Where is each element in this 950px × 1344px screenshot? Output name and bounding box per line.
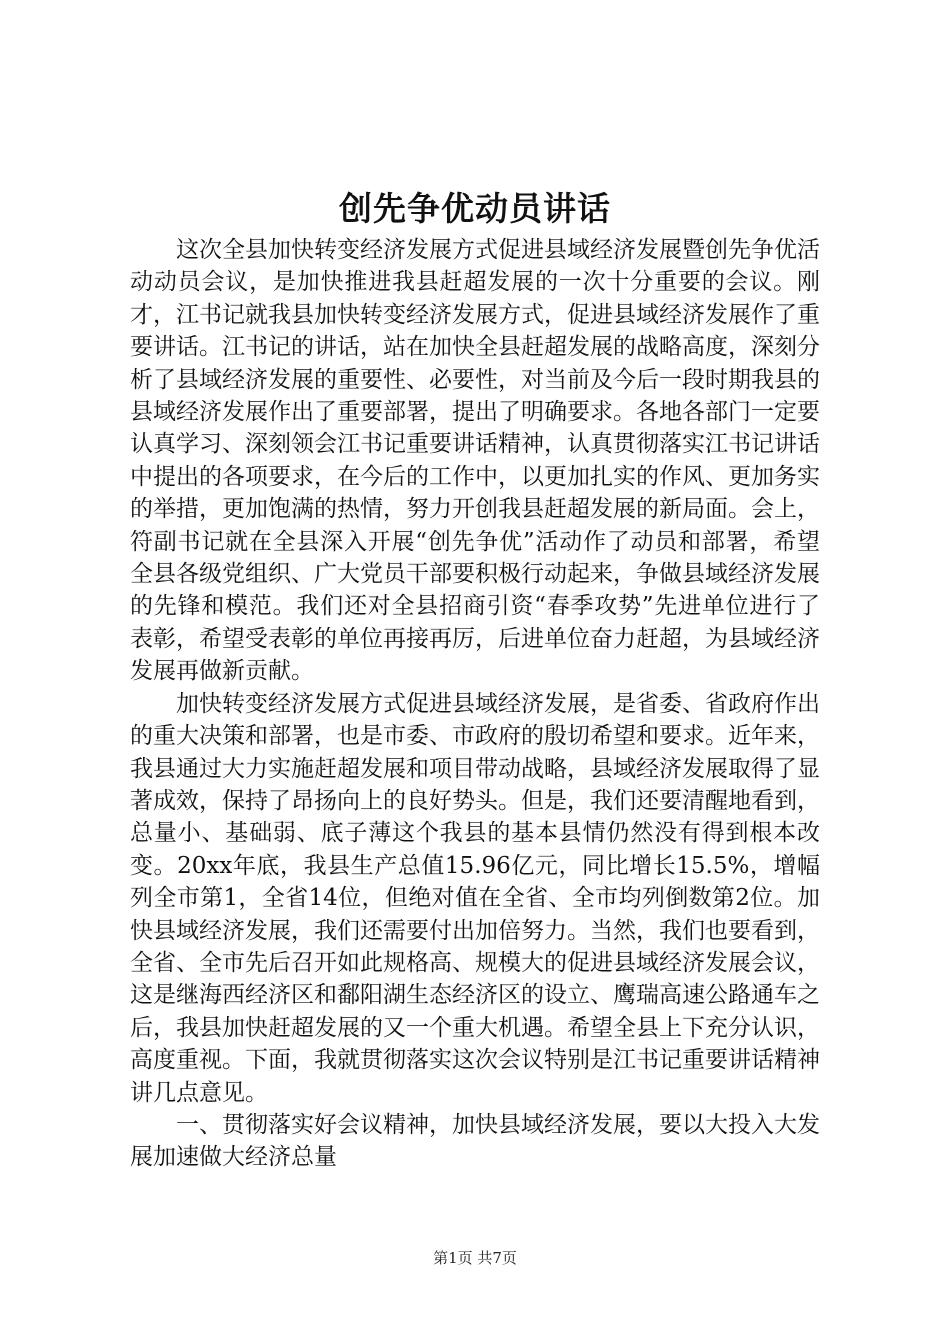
paragraph-2: 加快转变经济发展方式促进县域经济发展，是省委、省政府作出的重大决策和部署，也是市委、市政府的殷切希望和要求。近年来，我县通过大力实施赶超发展和项目带动战略，县域经济发展取得了显著成效，保持了昂扬向上的良好势头。但是，我们还要清醒地看到，总量小、基础弱、底子薄这个我县的基本县情仍然没有得到根本改变。20xx年底，我县生产总值15.96亿元，同比增长15.5%，增幅列全市第1，全省14位，但绝对值在全省、全市均列倒数第2位。加快县域经济发展，我们还需要付出加倍努力。当然，我们也要看到，全省、全市先后召开如此规格高、规模大的促进县域经济发展会议，这是继海西经济区和鄱阳湖生态经济区的设立、鹰瑞高速公路通车之后，我县加快赶超发展的又一个重大机遇。希望全县上下充分认识，高度重视。下面，我就贯彻落实这次会议特别是江书记重要讲话精神讲几点意见。 [130, 690, 820, 1106]
page-number-footer: 第1页 共7页 [433, 1249, 517, 1267]
paragraph-3: 一、贯彻落实好会议精神，加快县域经济发展，要以大投入大发展加速做大经济总量 [130, 1111, 820, 1171]
document-body [130, 234, 820, 1174]
paragraph-1: 这次全县加快转变经济发展方式促进县域经济发展暨创先争优活动动员会议，是加快推进我县赶超发展的一次十分重要的会议。刚才，江书记就我县加快转变经济发展方式，促进县域经济发展作了重要讲话。江书记的讲话，站在加快全县赶超发展的战略高度，深刻分析了县域经济发展的重要性、必要性，对当前及今后一段时期我县的县域经济发展作出了重要部署，提出了明确要求。各地各部门一定要认真学习、深刻领会江书记重要讲话精神，认真贯彻落实江书记讲话中提出的各项要求，在今后的工作中，以更加扎实的作风、更加务实的举措，更加饱满的热情，努力开创我县赶超发展的新局面。会上，符副书记就在全县深入开展“创先争优”活动作了动员和部署，希望全县各级党组织、广大党员干部要积极行动起来，争做县域经济发展的先锋和模范。我们还对全县招商引资“春季攻势”先进单位进行了表彰，希望受表彰的单位再接再厉，后进单位奋力赶超，为县域经济发展再做新贡献。 [130, 237, 820, 685]
document-title: 创先争优动员讲话 [339, 189, 611, 228]
